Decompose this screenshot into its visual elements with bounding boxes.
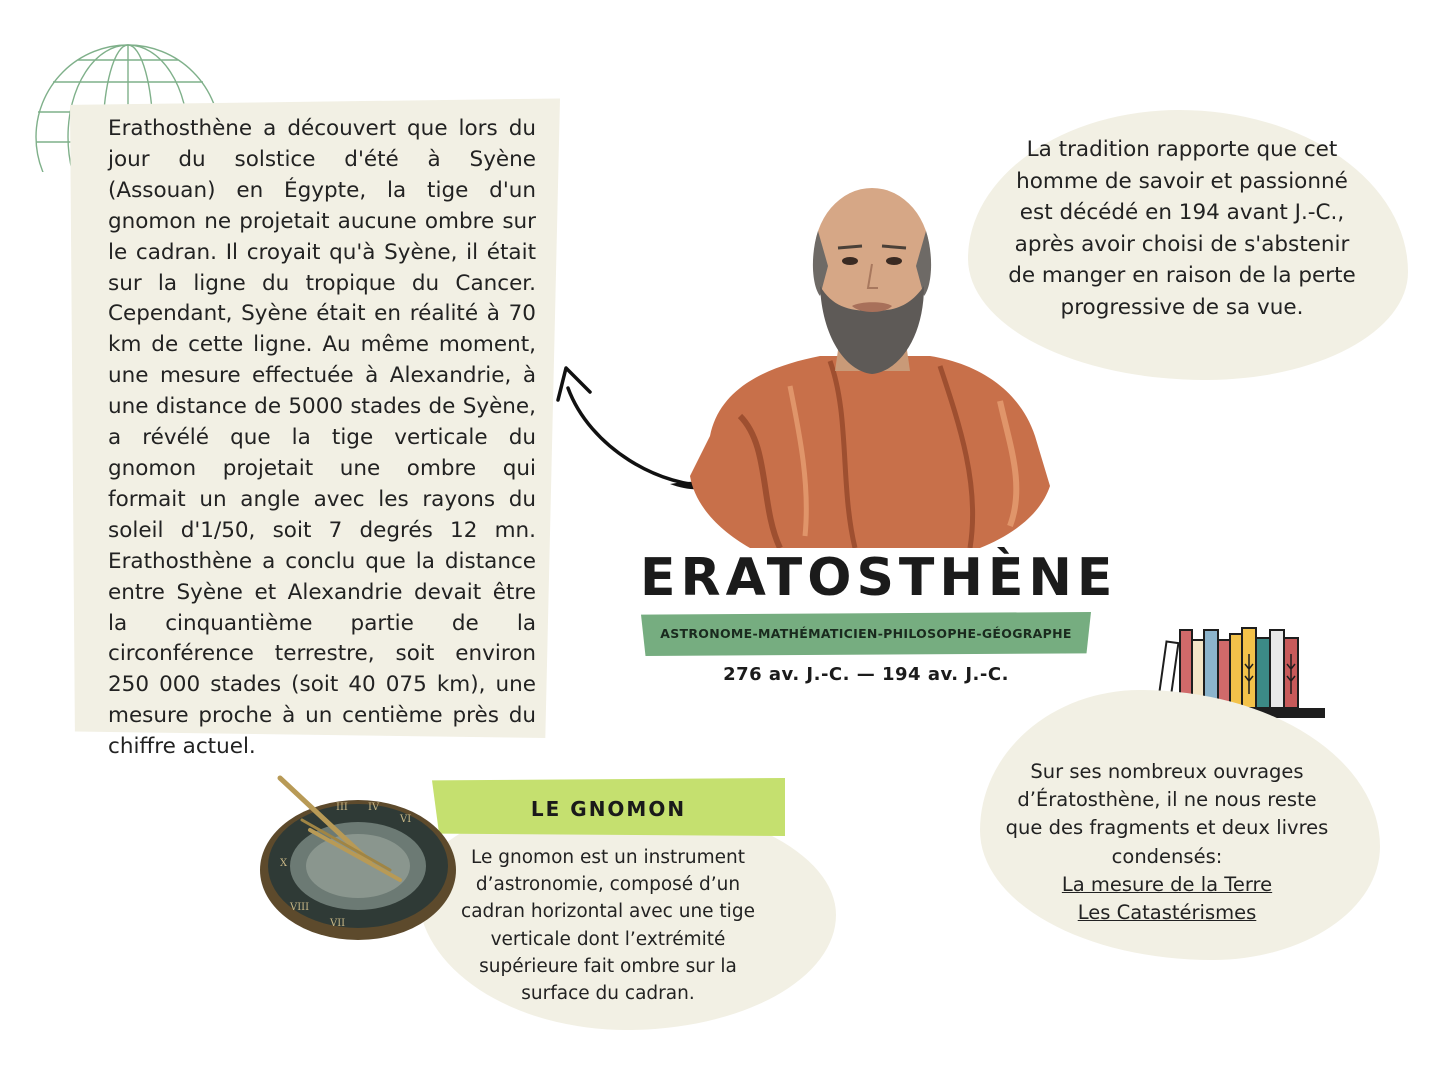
svg-text:VIII: VIII [290, 902, 310, 913]
book-title-2: Les Catastérismes [1077, 901, 1257, 925]
svg-text:X: X [280, 858, 288, 869]
svg-text:IV: IV [368, 802, 380, 813]
svg-text:VI: VI [400, 814, 412, 825]
svg-text:VII: VII [330, 918, 346, 929]
discovery-text: Erathosthène a découvert que lors du jour du solstice d'été à Syène (Assouan) en Égypte, la tige d'un gnomon ne projetait aucune ombre sur le cadran. Il croyait qu'à Syène, il était sur la ligne du tropique du Cancer. Cependant, Syène était en réalité à 70 km de cette ligne. Au même moment, une mesure effectuée à Alexandrie, à une distance de 5000 stades de Syène, a révélé que la tige verticale du gnomon projetait une ombre qui formait un angle avec les rayons du soleil d'1/50, soit 7 degrés 12 mn. Erathosthène a conclu que la distance entre Syène et Alexandrie devait être la cinquantième partie de la circonférence terrestre, soit environ 250 000 stades (soit 40 075 km), une mesure proche à un centième près du chiffre actuel. [108, 116, 536, 760]
gnomon-title: LE GNOMON [530, 797, 687, 821]
svg-text:III: III [336, 802, 348, 813]
gnomon-text: Le gnomon est un instrument d’astronomie, composé d’un cadran horizontal avec une tige verticale dont l’extrémité supérieure fait ombre sur la surface du cadran. [461, 847, 755, 1005]
professions-subtitle: ASTRONOME-MATHÉMATICIEN-PHILOSOPHE-GÉOGRAPHE [660, 626, 1072, 641]
works-text [1002, 758, 1332, 927]
life-dates: 276 av. J.-C. — 194 av. J.-C. [723, 664, 1009, 685]
works-intro: Sur ses nombreux ouvrages d’Ératosthène, il ne nous reste que des fragments et deux livres condensés: [1005, 760, 1329, 868]
sundial-icon [250, 770, 465, 950]
page-title: ERATOSTHÈNE [640, 548, 1118, 608]
tradition-text: La tradition rapporte que cet homme de savoir et passionné est décédé en 194 avant J.-C., après avoir choisi de s'abstenir de manger en raison de la perte progressive de sa vue. [1008, 137, 1356, 320]
book-title-1: La mesure de la Terre [1061, 872, 1273, 896]
